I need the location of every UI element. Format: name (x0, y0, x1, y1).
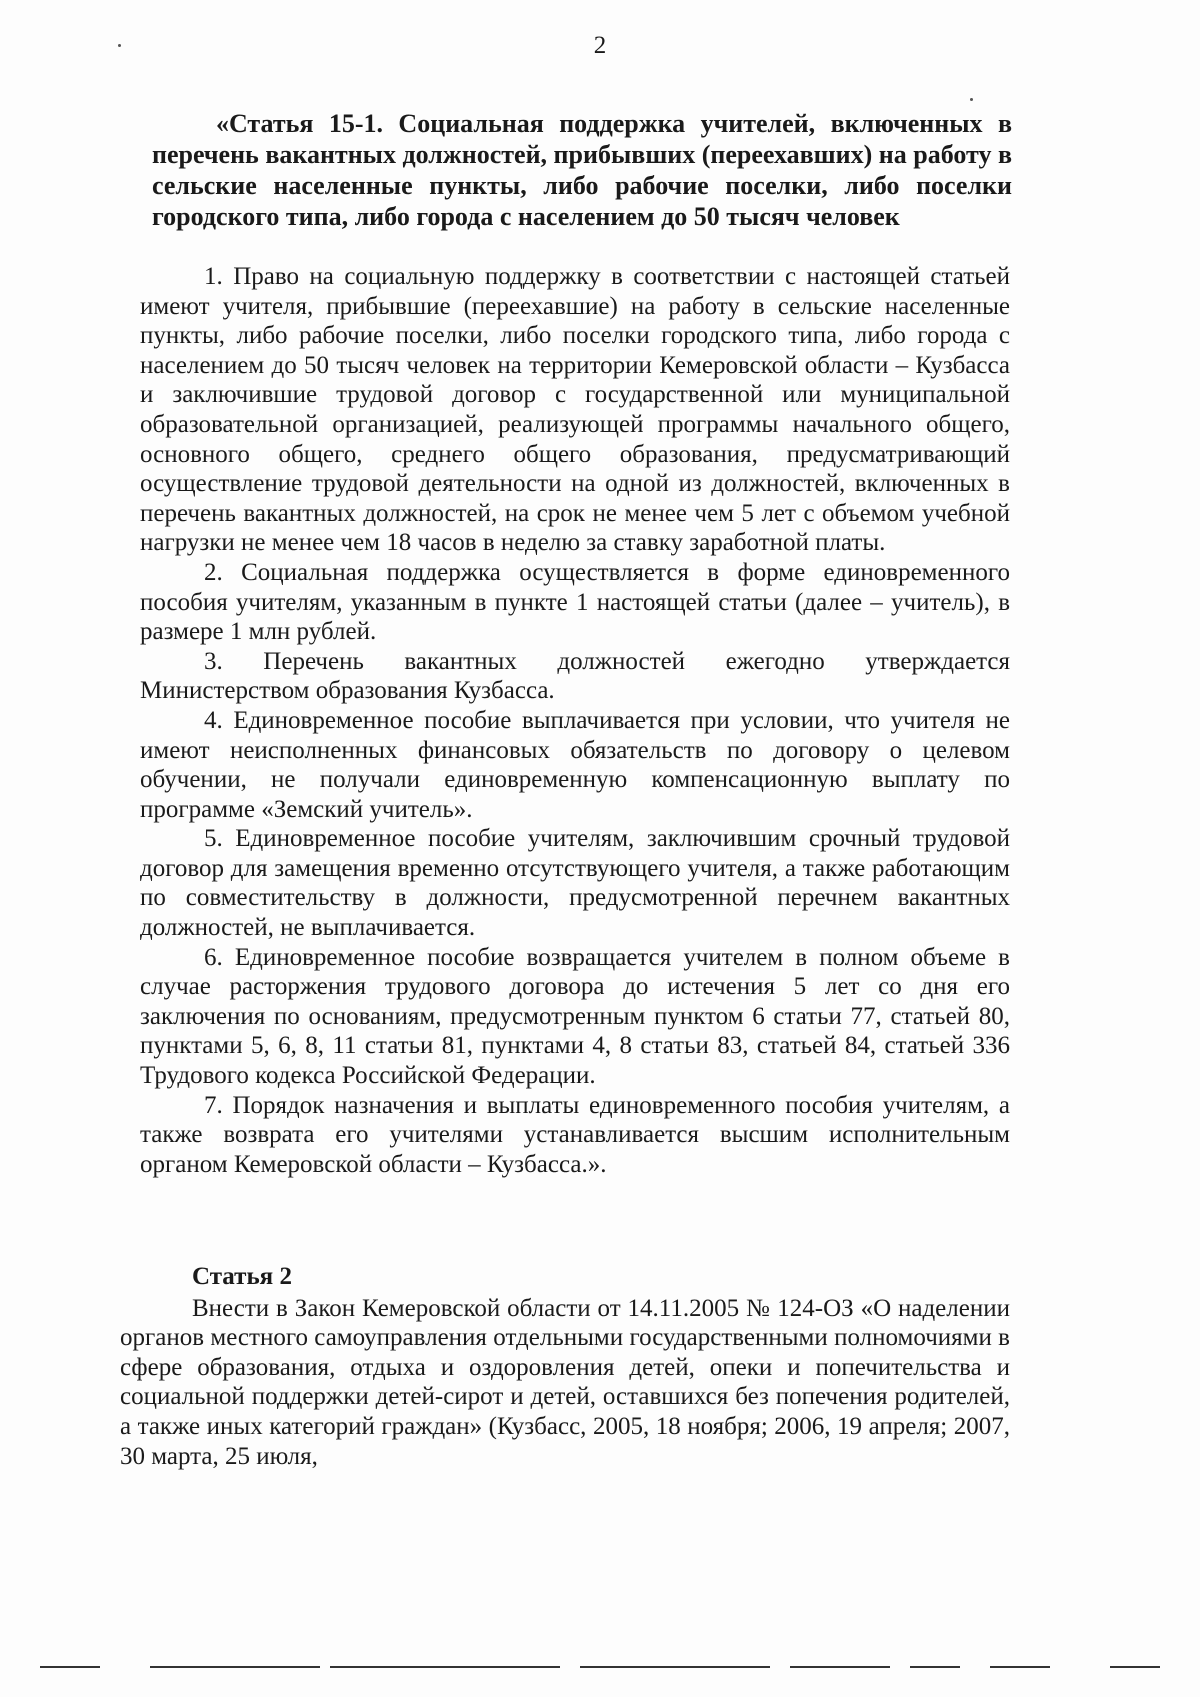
scan-line-artifact (330, 1666, 560, 1668)
article-15-1-body (140, 262, 1010, 1179)
paragraph-2: 2. Социальная поддержка осуществляется в форме единовременного пособия учителям, указанным в пункте 1 настоящей статьи (далее – учитель), в размере 1 млн рублей. (140, 558, 1010, 646)
paragraph-7: 7. Порядок назначения и выплаты единовременного пособия учителям, а также возврата его учителями устанавливается высшим исполнительным органом Кемеровской области – Кузбасса.». (140, 1091, 1010, 1178)
scan-line-artifact (790, 1666, 890, 1668)
paragraph-3: 3. Перечень вакантных должностей ежегодно утверждается Министерством образования Кузбасса. (140, 647, 1010, 705)
article-2-text: Внести в Закон Кемеровской области от 14.11.2005 № 124-ОЗ «О наделении органов местного самоуправления отдельными государственными полномочиями в сфере образования, отдыха и оздоровления детей, опеки и попечительства и социальной поддержки детей-сирот и детей, оставшихся без попечения родителей, а также иных категорий граждан» (Кузбасс, 2005, 18 ноября; 2006, 19 апреля; 2007, 30 марта, 25 июля, (120, 1294, 1010, 1470)
article-15-1-heading: «Статья 15-1. Социальная поддержка учителей, включенных в перечень вакантных должностей, прибывших (переехавших) на работу в сельские населенные пункты, либо рабочие поселки, либо поселки городского типа, либо города с населением до 50 тысяч человек (152, 109, 1012, 231)
scan-line-artifact (990, 1666, 1050, 1668)
scan-line-artifact (1110, 1666, 1160, 1668)
article-2-section (120, 1262, 1010, 1471)
paragraph-4: 4. Единовременное пособие выплачивается при условии, что учителя не имеют неисполненных финансовых обязательств по договору о целевом обучении, не получали единовременную компенсационную выплату по программе «Земский учитель». (140, 706, 1010, 823)
scan-speck (118, 44, 121, 47)
scan-line-artifact (580, 1666, 770, 1668)
scan-line-artifact (40, 1666, 100, 1668)
paragraph-1: 1. Право на социальную поддержку в соответствии с настоящей статьей имеют учителя, прибывшие (переехавшие) на работу в сельские населенные пункты, либо рабочие поселки, либо поселки городского типа, либо города с населением до 50 тысяч человек на территории Кемеровской области – Кузбасса и заключившие трудовой договор с государственной или муниципальной образовательной организацией, реализующей программы начального общего, основного общего, среднего общего образования, предусматривающий осуществление трудовой деятельности на одной из должностей, включенных в перечень вакантных должностей, на срок не менее чем 5 лет с объемом учебной нагрузки не менее чем 18 часов в неделю за ставку заработной платы. (140, 263, 1010, 557)
article-2-heading: Статья 2 (192, 1263, 292, 1290)
paragraph-5: 5. Единовременное пособие учителям, заключившим срочный трудовой договор для замещения временно отсутствующего учителя, а также работающим по совместительству в должности, предусмотренной перечнем вакантных должностей, не выплачивается. (140, 825, 1010, 942)
scan-line-artifact (150, 1666, 320, 1668)
scan-speck (970, 98, 973, 101)
page-number: 2 (593, 32, 607, 59)
paragraph-6: 6. Единовременное пособие возвращается учителем в полном объеме в случае расторжения трудового договора до истечения 5 лет со дня его заключения по основаниям, предусмотренным пунктом 6 статьи 77, статьей 80, пунктами 5, 6, 8, 11 статьи 81, пунктами 4, 8 статьи 83, статьей 84, статьей 336 Трудового кодекса Российской Федерации. (140, 943, 1010, 1090)
scan-line-artifact (910, 1666, 960, 1668)
